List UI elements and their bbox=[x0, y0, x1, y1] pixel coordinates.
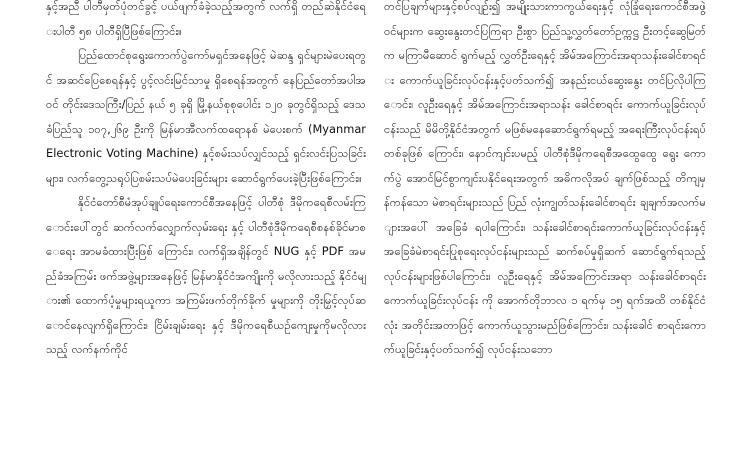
left-column bbox=[46, 0, 366, 362]
right-column bbox=[384, 0, 706, 362]
paragraph-state-council: နိုင်ငံတော်စီမံအုပ်ချုပ်ရေးကောင်စီအနေဖြင့် ပါတီစုံ ဒီမိုကရေစီလမ်းကြောင်းပေါ်တွင် ဆက်လက်လျှောက်လှမ်းရေး နှင့် ပါတီစုံဒီမိုကရေစီစနစ်ခိုင်မာစေရေး အာမခံထားပြီးဖြစ် ကြောင်း၊ လက်ရှိအချိန်တွင် NUG နှင့် PDF အမည်ခံအကြမ်း ဖက်အဖွဲ့များအနေဖြင့် မြန်မာနိုင်ငံအကျိုးကို မလိုလားသည့် နိုင်ငံများ၏ ထောက်ပံ့မှုများရယူကာ အကြမ်းဖက်တိုက်ခိုက် မှုများကို တိုးမြှင့်လုပ်ဆောင်နေလျက်ရှိကြောင်း၊ ငြိမ်းချမ်းရေး နှင့် ဒီမိုကရေစီယဉ်ကျေးမှုကိုမလိုလားသည့် လက်နက်ကိုင် bbox=[46, 195, 366, 356]
paragraph-party-registration: နှင့်အညီ ပါတီမှတ်ပုံတင်ခွင့် ပယ်ဖျက်ခံခဲ့သည့်အတွက် လက်ရှိ တည်ဆဲနိုင်ငံရေးပါတီ ၅၈ ပါတီရှိပြီဖြစ်ကြောင်း။ bbox=[46, 0, 366, 38]
paragraph-voting-machine: ပြည်ထောင်စုရွေးကောက်ပွဲကော်မရှင်အနေဖြင့် မဲဆန္ဒ ရှင်များမဲပေးရတွင် အဆင်ပြေစေရန်နှင့် ပွင့်လင်းမြင်သာမှု ရှိစေရန်အတွက် နေပြည်တော်အပါအဝင် တိုင်းဒေသကြီး/ပြည် နယ် ၅ ခုရှိ မြို့နယ်စုစုပေါင်း ၁၂၀ ခုတွင်ရှိသည့် ဒေသခံပြည်သူ ၁၀၇,၂၆၉ ဦးကို မြန်မာအီလက်ထရောနစ် မဲပေးစက် (Myanmar Electronic Voting Machine) နှင့်စမ်းသပ်လျှင်သည့် ရှင်းလင်းပြသခြင်းများ၊ လက်တွေ့သရုပ်ပြစမ်းသပ်မဲပေးခြင်းများ ဆောင်ရွက်ပေးခဲ့ပြီးဖြစ်ကြောင်း။ bbox=[46, 48, 366, 185]
paragraph-census: တင်ပြချက်များနှင့်စပ်လျဉ်း၍ အမျိုးသားကာကွယ်ရေးနှင့် လုံခြုံရေးကောင်စီအဖွဲ့ဝင်များက ဆွေးနွေးတင်ပြကြရာ ဦးစွာ ပြည်သူ့လွှတ်တော်ဥက္ကဋ္ဌ ဦးတင့်ဆွေမြတ်က မကြာမီဆောင် ရွက်မည့် လွှတ်ဦးရေနှင့် အိမ်အကြောင်းအရာသန်းခေါင်စာရင်း ကောက်ယူခြင်းလုပ်ငန်းနှင့်ပတ်သက်၍ အနည်းငယ်ဆွေးနွေး တင်ပြလိုပါကြောင်း၊ လူဦးရေနှင့် အိမ်အကြောင်းအရာသန်း ခေါင်စာရင်း ကောက်ယူခြင်းလုပ်ငန်းသည် မိမိတို့နိုင်ငံအတွက် မဖြစ်မနေဆောင်ရွက်ရမည့် အရေးကြီးလုပ်ငန်းရပ်တစ်ခုဖြစ် ကြောင်း၊ နောင်ကျင်းပမည့် ပါတီစုံဒီမိုကရေစီအထွေထွေ ရွေး ကောက်ပွဲ အောင်မြင်စွာကျင်းပနိုင်ရေးအတွက် အဓိကလိုအပ် ချက်ဖြစ်သည့် တိကျမှန်ကန်သော မဲစာရင်းများသည် ပြည် လုံးကျွတ်သန်းခေါင်စာရင်း ချချက်အလက်များအပေါ် အခြေခံ ရပါကြောင်း၊ သန်းခေါင်စာရင်းကောက်ယူခြင်းလုပ်ငန်းနှင့် အခြေခံမဲစာရင်းပြုစုရေးလုပ်ငန်းများသည် ဆက်စပ်မှုရှိဆက် ဆောင်ရွက်ရသည့် လုပ်ငန်းများဖြစ်ပါကြောင်း၊ လူဦးရေနှင့် အိမ်အကြောင်းအရာ သန်းခေါင်စာရင်း ကောက်ယူခြင်းလုပ်ငန်း ကို အောက်တိုဘာလ ၁ ရက်မှ ၁၅ ရက်အထိ တစ်နိုင်ငံလုံး အတိုင်းအတာဖြင့် ကောက်ယူသွားမည်ဖြစ်ကြောင်း၊ သန်းခေါင် စာရင်းကောက်ယူခြင်းနှင့်ပတ်သက်၍ လုပ်ငန်းသဘော bbox=[384, 0, 706, 356]
